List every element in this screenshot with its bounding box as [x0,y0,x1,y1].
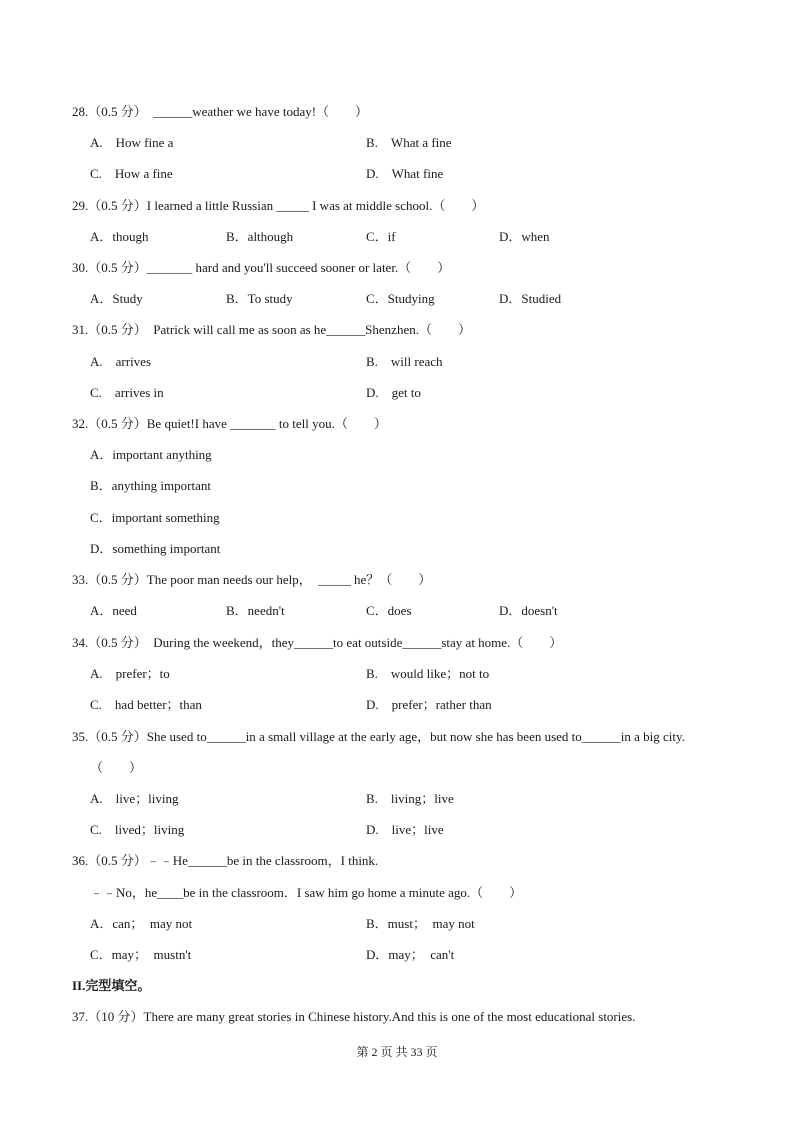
question-33-option-b: B．needn't [226,603,285,618]
question-34-stem: 34.（0.5 分） During the weekend，they______to eat outside______stay at home.（ ） [72,635,563,650]
question-33-option-d: D．doesn't [499,603,558,618]
question-30-option-d: D．Studied [499,291,562,306]
question-29-option-b: B．although [226,229,294,244]
question-30-option-c: C．Studying [366,291,435,306]
question-34-option-b: B. would like；not to [366,666,490,681]
question-28-option-d: D. What fine [366,166,444,181]
question-32-option-c: C．important something [90,510,220,525]
question-35-option-d: D. live；live [366,822,444,837]
question-32-option-d: D．something important [90,541,221,556]
question-36-option-d: D．may； can't [366,947,455,962]
question-32-option-b: B．anything important [90,478,211,493]
question-31-stem: 31.（0.5 分） Patrick will call me as soon as he______Shenzhen.（ ） [72,322,471,337]
question-31-option-b: B. will reach [366,354,443,369]
question-35-option-c: C. lived；living [90,822,185,837]
question-31-option-c: C. arrives in [90,385,164,400]
question-34-option-d: D. prefer；rather than [366,697,492,712]
question-29-option-a: A．though [90,229,149,244]
question-32-option-a: A．important anything [90,447,212,462]
question-34-option-c: C. had better；than [90,697,202,712]
section-heading-cloze: II.完型填空。 [72,978,151,993]
question-35-stem-continuation: （ ） [90,760,143,775]
question-36-stem: 36.（0.5 分）﹣﹣He______be in the classroom，I think. [72,853,379,868]
question-28-option-c: C. How a fine [90,166,173,181]
question-36-option-a: A．can； may not [90,916,193,931]
question-33-stem: 33.（0.5 分）The poor man needs our help， _____ he？（ ） [72,572,432,587]
question-30-stem: 30.（0.5 分）_______ hard and you'll succeed sooner or later.（ ） [72,260,451,275]
question-31-option-a: A. arrives [90,354,152,369]
question-28-stem: 28.（0.5 分） ______weather we have today!（ ） [72,104,369,119]
question-30-option-a: A．Study [90,291,143,306]
question-30-option-b: B．To study [226,291,293,306]
question-36-option-c: C．may； mustn't [90,947,192,962]
page-footer: 第 2 页 共 33 页 [356,1045,438,1059]
question-29-stem: 29.（0.5 分）I learned a little Russian _____ I was at middle school.（ ） [72,198,485,213]
question-33-option-a: A．need [90,603,137,618]
question-28-option-a: A. How fine a [90,135,174,150]
question-36-stem-continuation: ﹣﹣No，he____be in the classroom．I saw him go home a minute ago.（ ） [90,885,523,900]
question-29-option-d: D．when [499,229,550,244]
question-35-stem: 35.（0.5 分）She used to______in a small village at the early age，but now she has been used to______in a big city. [72,729,685,744]
question-34-option-a: A. prefer；to [90,666,170,681]
question-33-option-c: C．does [366,603,412,618]
question-35-option-b: B. living；live [366,791,454,806]
question-29-option-c: C．if [366,229,396,244]
question-28-option-b: B. What a fine [366,135,452,150]
question-36-option-b: B．must； may not [366,916,475,931]
question-31-option-d: D. get to [366,385,421,400]
question-35-option-a: A. live；living [90,791,179,806]
question-37-stem: 37.（10 分）There are many great stories in Chinese history.And this is one of the most educational stories. [72,1009,636,1024]
question-32-stem: 32.（0.5 分）Be quiet!I have _______ to tell you.（ ） [72,416,387,431]
